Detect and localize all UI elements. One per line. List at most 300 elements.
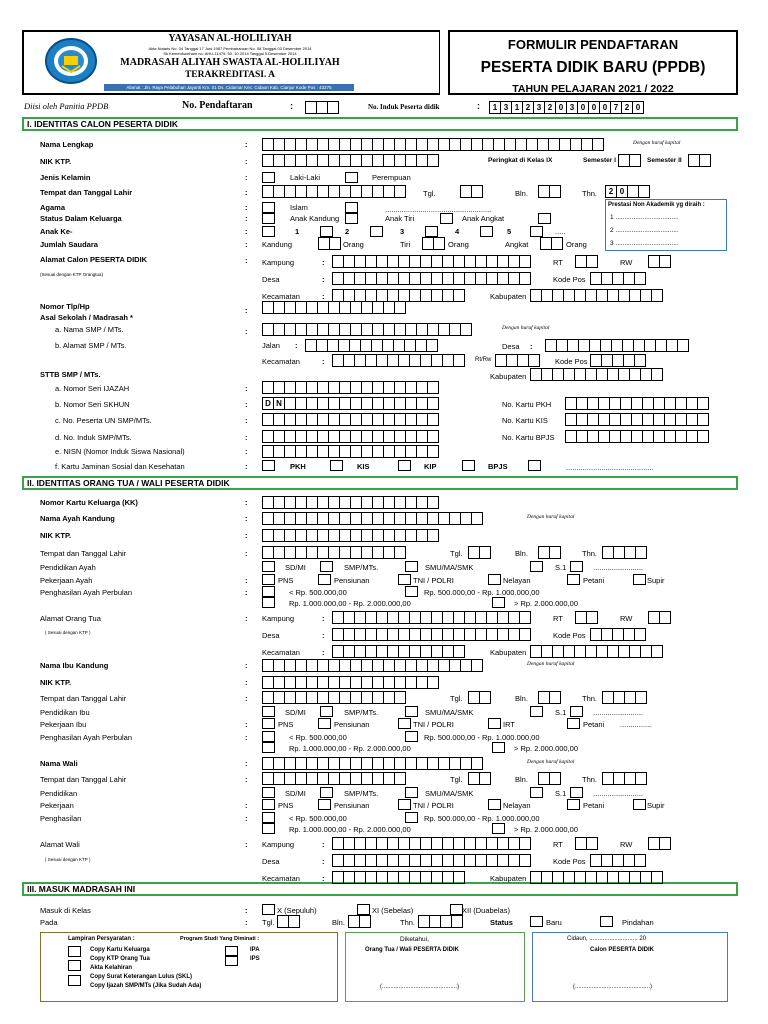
colon: : — [245, 256, 248, 265]
input-cell[interactable] — [549, 185, 561, 198]
field-label: IPA — [250, 947, 260, 953]
input-cell[interactable] — [549, 772, 561, 785]
checkbox[interactable] — [262, 731, 275, 742]
field-label: b. Alamat SMP / MTs. — [55, 341, 127, 350]
input-cell[interactable] — [634, 628, 646, 641]
field-label: Orang Tua / Wali PESERTA DIDIK — [365, 947, 460, 953]
input-cell[interactable] — [479, 691, 491, 704]
ips-checkbox[interactable] — [225, 955, 238, 966]
input-cell[interactable] — [453, 289, 465, 302]
input-boxes[interactable] — [590, 272, 645, 285]
colon: : — [245, 614, 248, 623]
checkbox[interactable] — [633, 799, 646, 810]
input-boxes[interactable] — [468, 546, 490, 559]
input-cell[interactable] — [549, 546, 561, 559]
input-cell[interactable]: 2 — [605, 185, 617, 198]
input-cell[interactable] — [427, 397, 439, 410]
input-cell[interactable] — [453, 871, 465, 884]
checkbox[interactable] — [462, 460, 475, 471]
no-pendaftaran-boxes[interactable] — [305, 101, 338, 114]
perempuan-checkbox[interactable] — [345, 172, 358, 183]
checkbox[interactable] — [398, 460, 411, 471]
input-boxes[interactable] — [565, 413, 708, 426]
input-cell[interactable] — [471, 512, 483, 525]
checkbox[interactable] — [262, 706, 275, 717]
checkbox[interactable] — [405, 787, 418, 798]
input-boxes[interactable] — [332, 611, 530, 624]
input-cell[interactable]: D — [262, 397, 274, 410]
input-cell[interactable] — [635, 546, 647, 559]
colon: : — [322, 631, 325, 640]
field-label: Kampung — [262, 840, 295, 849]
semester2-boxes[interactable] — [688, 154, 710, 167]
input-boxes[interactable] — [262, 430, 438, 443]
input-cell[interactable] — [651, 645, 663, 658]
nsm-boxes — [489, 101, 643, 114]
input-boxes[interactable] — [332, 645, 464, 658]
status-cb[interactable] — [262, 213, 275, 224]
input-boxes[interactable] — [575, 837, 597, 850]
checkbox[interactable] — [320, 787, 333, 798]
input-cell[interactable] — [426, 339, 438, 352]
input-cell[interactable] — [634, 854, 646, 867]
input-boxes[interactable] — [648, 837, 670, 850]
checkbox[interactable] — [262, 226, 275, 237]
checkbox[interactable] — [262, 597, 275, 608]
nik-input[interactable] — [262, 154, 438, 167]
input-boxes[interactable] — [262, 413, 438, 426]
section-2-header: II. IDENTITAS ORANG TUA / WALI PESERTA DIDIK — [22, 476, 738, 490]
input-cell[interactable] — [519, 628, 531, 641]
input-cell[interactable] — [629, 154, 641, 167]
input-boxes[interactable] — [648, 255, 670, 268]
checkbox[interactable] — [492, 597, 505, 608]
checkbox[interactable] — [530, 226, 543, 237]
field-label: Kode Pos — [553, 275, 586, 284]
field-label: Rp. 500.000,00 - Rp. 1.000.000,00 — [424, 733, 540, 742]
checkbox[interactable] — [405, 812, 418, 823]
input-boxes[interactable] — [262, 445, 438, 458]
input-cell[interactable] — [638, 185, 650, 198]
field-label: XII (Duabelas) — [462, 906, 510, 915]
input-cell[interactable]: N — [273, 397, 285, 410]
colon: : — [245, 775, 248, 784]
bln-input[interactable] — [538, 185, 560, 198]
colon: : — [245, 327, 248, 336]
input-cell[interactable]: 0 — [616, 185, 628, 198]
input-cell[interactable] — [451, 915, 463, 928]
input-boxes[interactable] — [590, 628, 645, 641]
field-label: > Rp. 2.000.000,00 — [514, 825, 579, 834]
input-cell[interactable] — [528, 354, 540, 367]
input-boxes[interactable] — [332, 354, 464, 367]
checkbox[interactable] — [570, 561, 583, 572]
field-label: Kampung — [262, 258, 295, 267]
checkbox[interactable] — [480, 226, 493, 237]
no-induk-label: No. Induk Peserta didik — [368, 103, 440, 111]
input-boxes[interactable] — [348, 915, 370, 928]
input-boxes[interactable] — [277, 915, 299, 928]
input-cell[interactable] — [433, 237, 445, 250]
input-cell[interactable] — [634, 354, 646, 367]
input-boxes[interactable] — [262, 381, 438, 394]
nama-lengkap-input[interactable] — [262, 138, 603, 151]
input-boxes[interactable] — [418, 915, 462, 928]
input-cell[interactable] — [651, 289, 663, 302]
tgl-input[interactable] — [460, 185, 482, 198]
colon: : — [245, 384, 248, 393]
checkbox[interactable] — [262, 561, 275, 572]
status-cb[interactable] — [345, 213, 358, 224]
checkbox[interactable] — [405, 706, 418, 717]
input-cell[interactable] — [471, 757, 483, 770]
input-boxes[interactable] — [468, 772, 490, 785]
input-cell[interactable] — [519, 837, 531, 850]
input-cell[interactable] — [519, 255, 531, 268]
nsm-digit: 0 — [632, 101, 644, 114]
input-boxes[interactable] — [538, 691, 560, 704]
input-boxes[interactable] — [538, 772, 560, 785]
field-label: Asal Sekolah / Madrasah * — [40, 313, 133, 322]
input-boxes[interactable] — [332, 854, 530, 867]
input-cell[interactable] — [651, 871, 663, 884]
field-label: Kecamatan — [262, 357, 300, 366]
input-boxes[interactable] — [262, 772, 405, 785]
nsm-digit: 7 — [610, 101, 622, 114]
colon: : — [245, 173, 248, 182]
input-boxes[interactable] — [332, 871, 464, 884]
input-cell[interactable] — [586, 837, 598, 850]
field-label: a. Nama SMP / MTs. — [55, 325, 124, 334]
input-cell[interactable] — [635, 772, 647, 785]
input-boxes[interactable] — [530, 645, 662, 658]
field-label: SMP/MTs. — [344, 708, 379, 717]
input-cell[interactable] — [549, 691, 561, 704]
colon: : — [245, 203, 248, 212]
field-label: Copy KTP Orang Tua — [90, 956, 150, 962]
input-cell[interactable] — [329, 237, 341, 250]
input-boxes[interactable] — [305, 339, 437, 352]
input-boxes[interactable] — [602, 772, 646, 785]
input-cell[interactable] — [592, 138, 604, 151]
checkbox[interactable] — [398, 574, 411, 585]
field-label: Prestasi Non Akademik yg diraih : — [608, 202, 705, 208]
checkbox[interactable] — [530, 706, 543, 717]
input-boxes[interactable] — [540, 237, 562, 250]
checkbox[interactable] — [357, 904, 370, 915]
field-label: SMP/MTs. — [344, 563, 379, 572]
input-cell[interactable] — [394, 691, 406, 704]
checkbox[interactable] — [492, 823, 505, 834]
laki-checkbox[interactable] — [262, 172, 275, 183]
input-cell[interactable] — [471, 185, 483, 198]
checkbox[interactable] — [318, 718, 331, 729]
input-cell[interactable] — [699, 154, 711, 167]
input-cell[interactable] — [586, 611, 598, 624]
input-boxes[interactable] — [602, 691, 646, 704]
input-boxes[interactable] — [332, 255, 530, 268]
field-label: Rp. 1.000.000,00 - Rp. 2.000.000,00 — [289, 744, 411, 753]
input-cell[interactable] — [635, 691, 647, 704]
status-cb[interactable] — [440, 213, 453, 224]
input-cell[interactable] — [427, 529, 439, 542]
checkbox[interactable] — [262, 742, 275, 753]
checkbox[interactable] — [262, 460, 275, 471]
colon: : — [245, 157, 248, 166]
field-label: S.1 — [555, 789, 567, 798]
checkbox[interactable] — [262, 823, 275, 834]
lampiran-checkbox[interactable] — [68, 975, 81, 986]
field-label: Desa — [262, 275, 280, 284]
input-boxes[interactable] — [530, 871, 662, 884]
field-label: TNI / POLRI — [413, 801, 454, 810]
field-label: RT — [553, 840, 563, 849]
field-label: Tempat dan Tanggal Lahir — [40, 775, 127, 784]
input-cell[interactable] — [427, 496, 439, 509]
input-cell[interactable] — [697, 413, 709, 426]
input-cell[interactable] — [651, 368, 663, 381]
field-label: Petani — [583, 720, 605, 729]
checkbox[interactable] — [398, 718, 411, 729]
checkbox[interactable] — [567, 718, 580, 729]
checkbox[interactable] — [530, 787, 543, 798]
input-boxes[interactable] — [262, 496, 438, 509]
input-cell[interactable] — [394, 772, 406, 785]
input-cell[interactable] — [427, 154, 439, 167]
input-boxes[interactable] — [262, 676, 438, 689]
checkbox[interactable] — [600, 916, 613, 927]
checkbox[interactable] — [320, 226, 333, 237]
input-cell[interactable] — [479, 772, 491, 785]
checkbox[interactable] — [320, 561, 333, 572]
input-cell[interactable] — [427, 445, 439, 458]
input-boxes[interactable] — [565, 430, 708, 443]
input-cell[interactable] — [697, 430, 709, 443]
field-label: Baru — [546, 918, 562, 927]
telp-input[interactable] — [262, 301, 405, 314]
field-label: Kecamatan — [262, 292, 300, 301]
field-label: ( Sesuai dengan KTP ) — [45, 630, 91, 635]
checkbox[interactable] — [262, 574, 275, 585]
checkbox[interactable] — [262, 787, 275, 798]
field-label: NIK KTP. — [40, 531, 72, 540]
field-label: PNS — [278, 801, 294, 810]
akta-line-1: Akta Notaris No. 04 Tanggal 17 Juni 1987 Pembaharuan No. 08 Tanggal 03 Desember 2014 — [148, 46, 312, 51]
field-label: c. No. Peserta UN SMP/MTs. — [55, 416, 152, 425]
checkbox[interactable] — [405, 561, 418, 572]
checkbox[interactable] — [262, 586, 275, 597]
input-cell[interactable] — [288, 915, 300, 928]
input-boxes[interactable] — [318, 237, 340, 250]
field-label: (Sesuai dengan KTP Orangtua) — [40, 272, 103, 277]
input-cell[interactable] — [453, 354, 465, 367]
input-cell[interactable] — [697, 397, 709, 410]
input-boxes[interactable] — [602, 546, 646, 559]
tempat-lahir-input[interactable] — [262, 185, 405, 198]
input-boxes[interactable] — [495, 354, 539, 367]
input-cell[interactable] — [460, 323, 472, 336]
checkbox[interactable] — [488, 574, 501, 585]
checkbox[interactable] — [530, 916, 543, 927]
no-pendaftaran-label: No. Pendaftaran — [182, 100, 253, 111]
field-label: Pindahan — [622, 918, 654, 927]
checkbox[interactable] — [405, 586, 418, 597]
input-boxes[interactable] — [332, 837, 530, 850]
field-label: Calon PESERTA DIDIK — [590, 947, 655, 953]
checkbox[interactable] — [488, 799, 501, 810]
status-cb[interactable] — [538, 213, 551, 224]
islam-checkbox[interactable] — [262, 202, 275, 213]
checkbox[interactable] — [262, 904, 275, 915]
input-cell[interactable] — [519, 611, 531, 624]
nsm-digit: 1 — [511, 101, 523, 114]
input-boxes[interactable] — [565, 397, 708, 410]
field-label: Program Studi Yang Diminati : — [180, 936, 260, 942]
input-boxes[interactable] — [575, 255, 597, 268]
field-label: Petani — [583, 801, 605, 810]
input-cell[interactable] — [427, 413, 439, 426]
lampiran-checkbox[interactable] — [68, 960, 81, 971]
checkbox[interactable] — [567, 574, 580, 585]
diisi-oleh: Diisi oleh Panitia PPDB — [24, 101, 109, 111]
checkbox[interactable] — [262, 812, 275, 823]
input-boxes[interactable] — [262, 757, 482, 770]
input-cell[interactable] — [659, 611, 671, 624]
input-cell[interactable] — [394, 301, 406, 314]
field-label: Perempuan — [372, 173, 411, 182]
field-label: ............... — [620, 720, 652, 729]
field-label: Peringkat di Kelas IX — [488, 157, 553, 164]
input-boxes[interactable] — [262, 529, 438, 542]
input-cell[interactable] — [394, 185, 406, 198]
field-label: TNI / POLRI — [413, 576, 454, 585]
input-boxes[interactable] — [262, 691, 405, 704]
agama-lain-checkbox[interactable] — [345, 202, 358, 213]
field-label: .......................................... — [566, 463, 654, 472]
input-boxes[interactable] — [530, 289, 662, 302]
field-label: Status — [490, 918, 513, 927]
checkbox[interactable] — [330, 460, 343, 471]
field-label: Jumlah Saudara — [40, 240, 98, 249]
checkbox[interactable] — [262, 718, 275, 729]
checkbox[interactable] — [318, 799, 331, 810]
input-boxes[interactable] — [468, 691, 490, 704]
field-label: SD/MI — [285, 789, 306, 798]
field-label: d. No. Induk SMP/MTs. — [55, 433, 132, 442]
input-boxes[interactable] — [545, 339, 688, 352]
checkbox[interactable] — [262, 799, 275, 810]
field-label: 1 — [295, 227, 300, 236]
input-boxes[interactable] — [590, 354, 645, 367]
field-label: Orang — [448, 240, 469, 249]
input-boxes[interactable] — [530, 368, 662, 381]
input-boxes[interactable] — [590, 854, 645, 867]
field-label: < Rp. 500.000,00 — [289, 814, 347, 823]
input-boxes[interactable] — [332, 628, 530, 641]
input-boxes[interactable] — [538, 546, 560, 559]
field-label: Dengan huruf kapital — [527, 661, 575, 667]
checkbox[interactable] — [528, 460, 541, 471]
input-boxes[interactable] — [332, 272, 530, 285]
checkbox[interactable] — [530, 561, 543, 572]
input-boxes[interactable] — [648, 611, 670, 624]
section-1-header: I. IDENTITAS CALON PESERTA DIDIK — [22, 117, 738, 131]
input-cell[interactable] — [359, 915, 371, 928]
input-cell[interactable] — [471, 659, 483, 672]
field-label: Bln. — [515, 189, 528, 198]
field-label: Pekerjaan Ayah — [40, 576, 93, 585]
checkbox[interactable] — [318, 574, 331, 585]
input-cell[interactable] — [519, 272, 531, 285]
field-label: Kabupaten — [490, 292, 527, 301]
input-cell[interactable] — [394, 546, 406, 559]
checkbox[interactable] — [633, 574, 646, 585]
field-label: Jenis Kelamin — [40, 173, 91, 182]
field-label: Copy Kartu Keluarga — [90, 947, 150, 953]
field-label: Penghasilan — [40, 814, 82, 823]
field-label: Masuk di Kelas — [40, 906, 91, 915]
input-cell[interactable] — [427, 430, 439, 443]
checkbox[interactable] — [567, 799, 580, 810]
input-boxes[interactable] — [262, 659, 482, 672]
checkbox[interactable] — [492, 742, 505, 753]
input-boxes[interactable] — [262, 512, 482, 525]
input-cell[interactable] — [677, 339, 689, 352]
input-cell[interactable] — [659, 255, 671, 268]
input-cell[interactable] — [634, 272, 646, 285]
checkbox[interactable] — [398, 799, 411, 810]
checkbox[interactable] — [570, 787, 583, 798]
field-label: Petani — [583, 576, 605, 585]
input-boxes[interactable] — [575, 611, 597, 624]
checkbox[interactable] — [405, 731, 418, 742]
colon: : — [245, 678, 248, 687]
field-label: Bln. — [332, 918, 345, 927]
input-cell[interactable] — [427, 676, 439, 689]
field-label: Penghasilan Ayah Perbulan — [40, 588, 133, 597]
colon: : — [322, 258, 325, 267]
input-cell[interactable] — [453, 645, 465, 658]
checkbox[interactable] — [425, 226, 438, 237]
field-label: ........................ — [593, 789, 644, 798]
semester1-boxes[interactable] — [618, 154, 640, 167]
input-cell[interactable] — [479, 546, 491, 559]
input-cell[interactable] — [659, 837, 671, 850]
form-title-3: TAHUN PELAJARAN 2021 / 2022 — [512, 83, 674, 95]
thn-input[interactable] — [605, 185, 649, 198]
checkbox[interactable] — [370, 226, 383, 237]
field-label: KIP — [424, 462, 437, 471]
input-boxes[interactable] — [262, 546, 405, 559]
input-cell[interactable] — [427, 381, 439, 394]
checkbox[interactable] — [488, 718, 501, 729]
skhun-input[interactable] — [262, 397, 438, 410]
field-label: PNS — [278, 720, 294, 729]
lampiran-checkbox[interactable] — [68, 946, 81, 957]
field-label: Tempat dan Tanggal Lahir — [40, 188, 133, 197]
input-cell[interactable] — [586, 255, 598, 268]
input-cell[interactable] — [519, 854, 531, 867]
field-label: XI (Sebelas) — [372, 906, 414, 915]
field-label: Tiri — [400, 240, 411, 249]
checkbox[interactable] — [570, 706, 583, 717]
input-cell[interactable] — [551, 237, 563, 250]
nama-smp-input[interactable] — [262, 323, 471, 336]
input-boxes[interactable] — [422, 237, 444, 250]
field-label: Nomor Kartu Keluarga (KK) — [40, 498, 138, 507]
field-label: Copy Surat Keterangan Lulus (SKL) — [90, 974, 193, 980]
checkbox[interactable] — [320, 706, 333, 717]
